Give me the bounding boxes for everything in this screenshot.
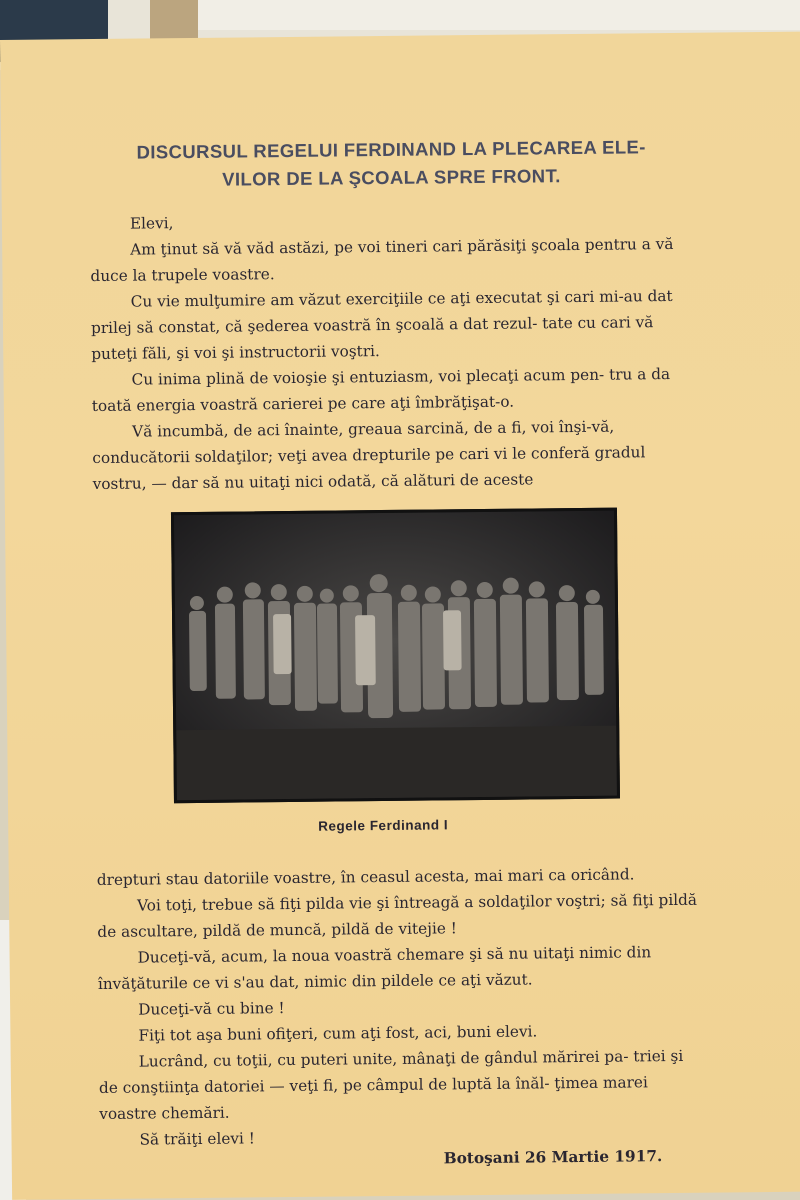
paragraph: Cu vie mulţumire am văzut exerciţiile ce aţi executat şi cari mi-au dat prilej să constat, că şederea voastră în şcoală a dat rezul- tate cu cari vă puteţi făli, şi voi şi instructorii voştri. bbox=[90, 286, 673, 364]
paragraph: Am ţinut să vă văd astăzi, pe voi tineri cari părăsiţi şcoala pentru a vă duce la trupele voastre. bbox=[90, 234, 674, 286]
paragraph: Voi toţi, trebue să fiţi pilda vie şi întreagă a soldaţilor voştri; să fiţi pildă de ascultare, pildă de muncă, pildă de vitejie ! bbox=[97, 890, 698, 942]
photo-caption: Regele Ferdinand I bbox=[318, 817, 449, 834]
title-line-2: VILOR DE LA ŞCOALA SPRE FRONT. bbox=[222, 165, 561, 190]
document-sheet bbox=[0, 32, 800, 1200]
title-line-1: DISCURSUL REGELUI FERDINAND LA PLECAREA ELE- bbox=[136, 136, 646, 163]
background-sheet bbox=[198, 0, 800, 30]
paragraph: Lucrând, cu toţii, cu puteri unite, mânaţi de gândul mărirei pa- triei şi de conştiinţa datoriei — veţi fi, pe câmpul de luptă la înăl- ţimea marei voastre chemări. bbox=[98, 1046, 684, 1124]
paragraph: Cu inima plină de voioşie şi entuziasm, voi plecaţi acum pen- tru a da toată energia voastră carierei pe care aţi îmbrăţişat-o. bbox=[91, 365, 671, 416]
place-and-date: Botoşani 26 Martie 1917. bbox=[443, 1147, 663, 1168]
historical-photo bbox=[171, 508, 620, 804]
paragraph: Duceţi-vă cu bine ! bbox=[138, 999, 285, 1019]
paragraph: drepturi stau datoriile voastre, în ceasul acesta, mai mari ca oricând. bbox=[96, 865, 635, 890]
paragraph: Fiţi tot aşa buni ofiţeri, cum aţi fost, aci, buni elevi. bbox=[138, 1022, 538, 1045]
document-title bbox=[71, 133, 712, 196]
salutation: Elevi, bbox=[129, 214, 174, 233]
closing-line: Să trăiţi elevi ! bbox=[139, 1129, 256, 1149]
paragraph: Vă incumbă, de aci înainte, greaua sarcină, de a fi, voi înşi-vă, conducătorii soldaţilor; veţi avea drepturile pe cari vi le conferă gradul vostru, — dar să nu uitaţi nici odată, că alături de aceste bbox=[92, 417, 646, 494]
paragraph: Duceţi-vă, acum, la noua voastră chemare şi să nu uitaţi nimic din învăţăturile ce vi s'au dat, nimic din pildele ce aţi văzut. bbox=[97, 943, 652, 994]
